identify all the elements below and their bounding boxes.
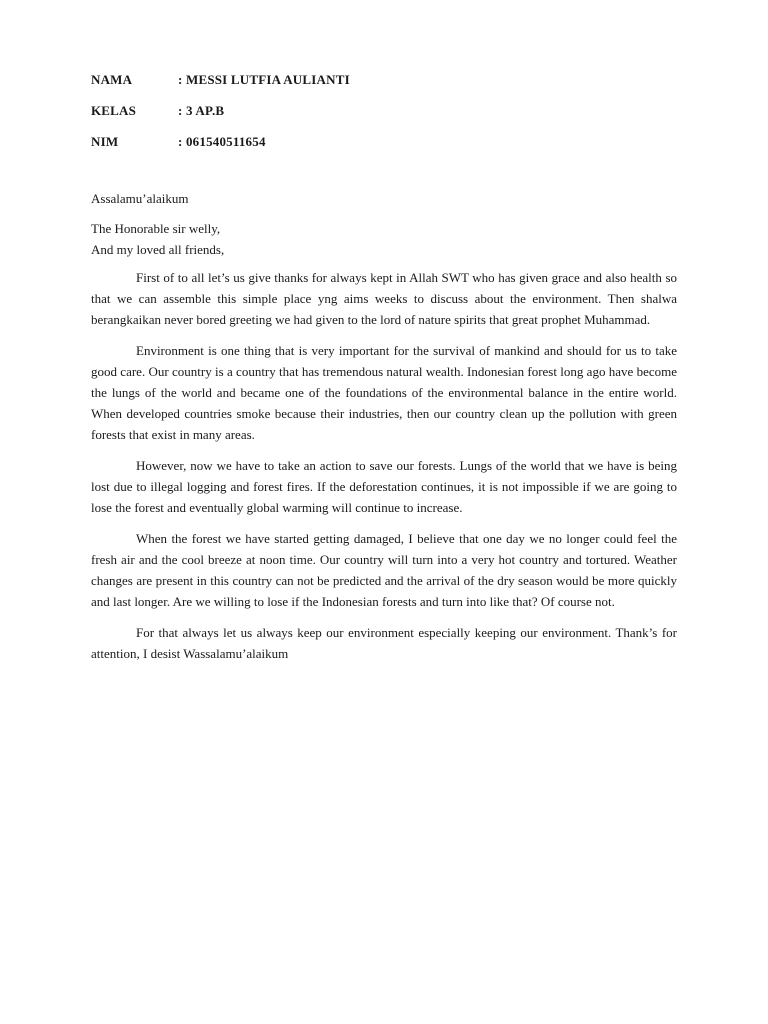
paragraph: First of to all let’s us give thanks for always kept in Allah SWT who has given grace and also health so that we can assemble this simple place yng aims weeks to discuss about the environment. Then shalwa berangkaikan never bored greeting we had given to the lord of nature spirits that great prophet Muhammad. <box>91 270 677 327</box>
paragraph: Environment is one thing that is very important for the survival of mankind and should for us to take good care. Our country is a country that has tremendous natural wealth. Indonesian forest long ago have become the lungs of the world and became one of the foundations of the environmental balance in the entire world. When developed countries smoke because their industries, then our country clean up the pollution with green forests that exist in many areas. <box>91 343 677 442</box>
name-row <box>91 71 491 88</box>
salutation <box>91 218 677 260</box>
nim-value: : 061540511654 <box>178 134 266 149</box>
paragraph: However, now we have to take an action to save our forests. Lungs of the world that we have is being lost due to illegal logging and forest fires. If the deforestation continues, it is not impossible if we are going to lose the forest and eventually global warming will continue to increase. <box>91 458 677 515</box>
name-value: : MESSI LUTFIA AULIANTI <box>178 72 350 87</box>
opening-greeting: Assalamu’alaikum <box>91 191 189 206</box>
class-row <box>91 102 491 119</box>
class-label: KELAS <box>91 103 137 118</box>
paragraph: When the forest we have started getting damaged, I believe that one day we no longer could feel the fresh air and the cool breeze at noon time. Our country will turn into a very hot country and tortured. Weather changes are present in this country can not be predicted and the arrival of the dry season would be more quickly and last longer. Are we willing to lose if the Indonesian forests and turn into like that? Of course not. <box>91 531 677 609</box>
paragraph: For that always let us always keep our environment especially keeping our environment. Thank’s for attention, I desist Wassalamu’alaikum <box>91 625 677 661</box>
student-info-header <box>91 71 491 164</box>
nim-row <box>91 133 491 150</box>
name-label: NAMA <box>91 72 133 87</box>
salutation-line: The Honorable sir welly, <box>91 221 221 236</box>
salutation-line: And my loved all friends, <box>91 242 225 257</box>
speech-body <box>91 188 677 674</box>
nim-label: NIM <box>91 134 119 149</box>
class-value: : 3 AP.B <box>178 103 225 118</box>
